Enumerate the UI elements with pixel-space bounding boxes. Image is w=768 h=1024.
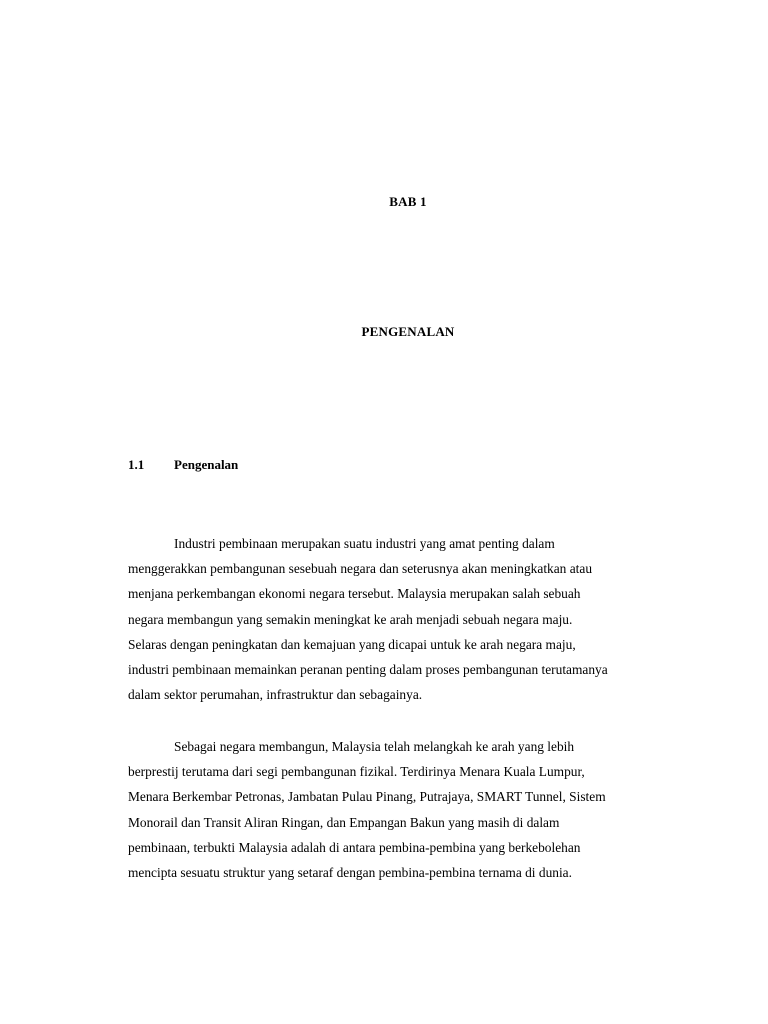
paragraph xyxy=(128,531,688,707)
paragraph-line: Menara Berkembar Petronas, Jambatan Pulau Pinang, Putrajaya, SMART Tunnel, Sistem xyxy=(128,789,606,805)
paragraph-line: menjana perkembangan ekonomi negara tersebut. Malaysia merupakan salah sebuah xyxy=(128,586,581,602)
paragraph xyxy=(128,734,688,885)
paragraph-line: negara membangun yang semakin meningkat ke arah menjadi sebuah negara maju. xyxy=(128,611,573,627)
chapter-number: BAB 1 xyxy=(389,194,427,209)
paragraph-line: Industri pembinaan merupakan suatu industri yang amat penting dalam xyxy=(174,536,555,551)
paragraph-line: menggerakkan pembangunan sesebuah negara dan seterusnya akan meningkatkan atau xyxy=(128,561,593,577)
paragraph-line: Sebagai negara membangun, Malaysia telah melangkah ke arah yang lebih xyxy=(174,739,575,754)
section-title: Pengenalan xyxy=(174,457,239,472)
paragraph-line: Monorail dan Transit Aliran Ringan, dan Empangan Bakun yang masih di dalam xyxy=(128,814,560,830)
chapter-title: PENGENALAN xyxy=(361,324,455,339)
paragraph-line: berprestij terutama dari segi pembangunan fizikal. Terdirinya Menara Kuala Lumpur, xyxy=(128,764,585,780)
paragraph-line: pembinaan, terbukti Malaysia adalah di antara pembina-pembina yang berkebolehan xyxy=(128,839,581,855)
paragraph-line: mencipta sesuatu struktur yang setaraf dengan pembina-pembina ternama di dunia. xyxy=(128,865,572,881)
paragraph-line: Selaras dengan peningkatan dan kemajuan yang dicapai untuk ke arah negara maju, xyxy=(128,636,576,652)
paragraph-line: dalam sektor perumahan, infrastruktur dan sebagainya. xyxy=(128,687,423,703)
section-number: 1.1 xyxy=(128,457,145,472)
paragraph-line: industri pembinaan memainkan peranan penting dalam proses pembangunan terutamanya xyxy=(128,662,608,678)
section-heading xyxy=(128,457,238,473)
